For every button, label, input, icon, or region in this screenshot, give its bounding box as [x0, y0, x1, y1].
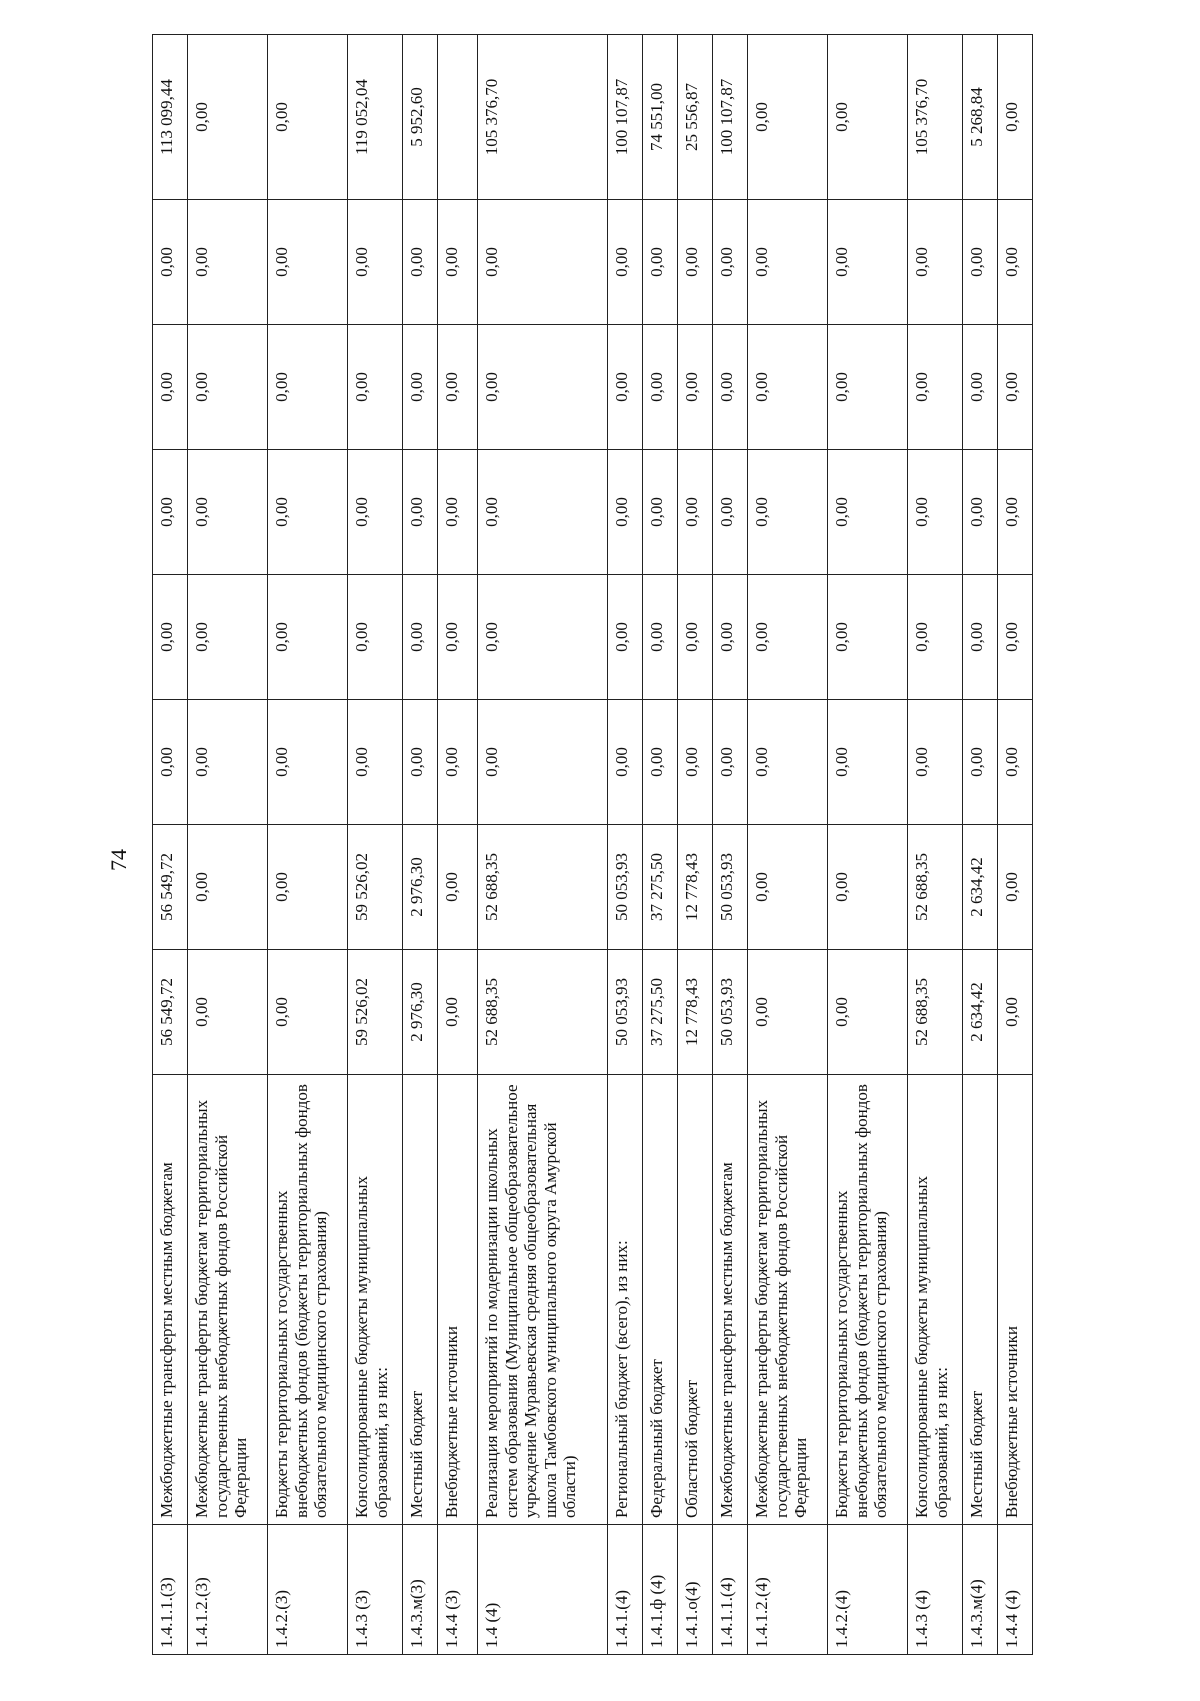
value-cell: 0,00 [188, 200, 268, 325]
value-cell: 0,00 [643, 575, 678, 700]
value-cell: 0,00 [998, 825, 1033, 950]
value-cell: 0,00 [188, 575, 268, 700]
value-cell: 0,00 [678, 575, 713, 700]
value-cell: 0,00 [403, 575, 438, 700]
value-cell: 0,00 [998, 700, 1033, 825]
value-cell: 0,00 [478, 450, 608, 575]
value-cell: 0,00 [403, 200, 438, 325]
value-cell: 12 778,43 [678, 825, 713, 950]
row-code: 1.4.3 (3) [348, 1525, 403, 1655]
value-cell: 0,00 [188, 825, 268, 950]
value-cell: 0,00 [828, 825, 908, 950]
value-cell: 0,00 [268, 200, 348, 325]
value-cell: 50 053,93 [608, 825, 643, 950]
table-row [828, 35, 908, 1655]
value-cell: 0,00 [188, 700, 268, 825]
value-cell: 74 551,00 [643, 35, 678, 200]
value-cell: 0,00 [998, 325, 1033, 450]
value-cell: 0,00 [828, 700, 908, 825]
value-cell: 0,00 [713, 700, 748, 825]
value-cell: 0,00 [748, 825, 828, 950]
value-cell: 0,00 [963, 575, 998, 700]
value-cell: 2 634,42 [963, 950, 998, 1075]
value-cell: 0,00 [748, 35, 828, 200]
value-cell: 0,00 [268, 825, 348, 950]
value-cell: 0,00 [963, 450, 998, 575]
value-cell: 0,00 [998, 35, 1033, 200]
value-cell: 0,00 [998, 950, 1033, 1075]
value-cell: 0,00 [268, 950, 348, 1075]
table-row [268, 35, 348, 1655]
value-cell: 0,00 [963, 200, 998, 325]
value-cell: 2 634,42 [963, 825, 998, 950]
table-row [643, 35, 678, 1655]
row-code: 1.4.2.(3) [268, 1525, 348, 1655]
row-code: 1.4.2.(4) [828, 1525, 908, 1655]
value-cell: 0,00 [643, 325, 678, 450]
value-cell: 0,00 [438, 200, 478, 325]
value-cell: 0,00 [748, 700, 828, 825]
row-name: Федеральный бюджет [643, 1075, 678, 1525]
value-cell: 52 688,35 [908, 950, 963, 1075]
value-cell: 0,00 [438, 700, 478, 825]
value-cell: 0,00 [608, 450, 643, 575]
value-cell: 0,00 [478, 325, 608, 450]
value-cell: 12 778,43 [678, 950, 713, 1075]
value-cell: 0,00 [478, 200, 608, 325]
table-row [998, 35, 1033, 1655]
value-cell: 0,00 [153, 575, 188, 700]
row-code: 1.4.1.1.(3) [153, 1525, 188, 1655]
budget-table [152, 34, 1033, 1655]
row-code: 1.4.1.(4) [608, 1525, 643, 1655]
row-name: Областной бюджет [678, 1075, 713, 1525]
row-name: Местный бюджет [403, 1075, 438, 1525]
value-cell: 50 053,93 [608, 950, 643, 1075]
value-cell: 0,00 [608, 575, 643, 700]
value-cell: 37 275,50 [643, 950, 678, 1075]
value-cell: 0,00 [828, 200, 908, 325]
row-code: 1.4.1.ф (4) [643, 1525, 678, 1655]
value-cell: 0,00 [268, 450, 348, 575]
value-cell: 52 688,35 [478, 825, 608, 950]
row-code: 1.4.1.2.(3) [188, 1525, 268, 1655]
value-cell: 0,00 [188, 35, 268, 200]
row-code: 1.4.1.2.(4) [748, 1525, 828, 1655]
value-cell: 0,00 [608, 700, 643, 825]
value-cell: 0,00 [828, 950, 908, 1075]
row-name: Межбюджетные трансферты бюджетам территориальных государственных внебюджетных фондов Российской Федерации [188, 1075, 268, 1525]
table-row [678, 35, 713, 1655]
value-cell: 52 688,35 [908, 825, 963, 950]
value-cell: 119 052,04 [348, 35, 403, 200]
value-cell: 50 053,93 [713, 825, 748, 950]
table-row [153, 35, 188, 1655]
value-cell: 0,00 [713, 200, 748, 325]
value-cell: 0,00 [188, 950, 268, 1075]
row-name: Бюджеты территориальных государственных внебюджетных фондов (бюджеты территориальных фондов обязательного медицинского страхования) [268, 1075, 348, 1525]
value-cell: 0,00 [403, 325, 438, 450]
value-cell: 0,00 [678, 450, 713, 575]
row-code: 1.4.3.м(3) [403, 1525, 438, 1655]
row-name: Консолидированные бюджеты муниципальных образований, из них: [908, 1075, 963, 1525]
row-code: 1.4.4 (3) [438, 1525, 478, 1655]
value-cell: 0,00 [998, 450, 1033, 575]
value-cell: 0,00 [438, 575, 478, 700]
value-cell [438, 35, 478, 200]
value-cell: 52 688,35 [478, 950, 608, 1075]
value-cell: 0,00 [748, 325, 828, 450]
value-cell: 5 952,60 [403, 35, 438, 200]
value-cell: 0,00 [348, 575, 403, 700]
value-cell: 0,00 [828, 325, 908, 450]
table-body [153, 35, 1033, 1655]
value-cell: 0,00 [678, 700, 713, 825]
table-row [188, 35, 268, 1655]
value-cell: 56 549,72 [153, 825, 188, 950]
value-cell: 2 976,30 [403, 825, 438, 950]
table-row [348, 35, 403, 1655]
value-cell: 0,00 [748, 200, 828, 325]
value-cell: 5 268,84 [963, 35, 998, 200]
value-cell: 37 275,50 [643, 825, 678, 950]
value-cell: 0,00 [828, 35, 908, 200]
value-cell: 0,00 [438, 450, 478, 575]
value-cell: 0,00 [643, 200, 678, 325]
value-cell: 25 556,87 [678, 35, 713, 200]
value-cell: 0,00 [188, 325, 268, 450]
value-cell: 0,00 [348, 200, 403, 325]
table-row [713, 35, 748, 1655]
table-row [963, 35, 998, 1655]
value-cell: 0,00 [678, 325, 713, 450]
value-cell: 59 526,02 [348, 950, 403, 1075]
value-cell: 0,00 [153, 200, 188, 325]
value-cell: 0,00 [908, 575, 963, 700]
value-cell: 0,00 [908, 450, 963, 575]
value-cell: 0,00 [153, 700, 188, 825]
row-name: Межбюджетные трансферты местным бюджетам [153, 1075, 188, 1525]
value-cell: 0,00 [748, 575, 828, 700]
value-cell: 0,00 [438, 325, 478, 450]
table-row [608, 35, 643, 1655]
value-cell: 0,00 [998, 200, 1033, 325]
value-cell: 100 107,87 [713, 35, 748, 200]
value-cell: 0,00 [153, 450, 188, 575]
row-name: Реализация мероприятий по модернизации школьных систем образования (Муниципальное общеобразовательное учреждение Муравьевская средняя общеобразовательная школа Тамбовского муниципального округа Амурской области) [478, 1075, 608, 1525]
value-cell: 0,00 [348, 325, 403, 450]
value-cell: 0,00 [908, 200, 963, 325]
value-cell: 113 099,44 [153, 35, 188, 200]
row-code: 1.4.1.1.(4) [713, 1525, 748, 1655]
value-cell: 59 526,02 [348, 825, 403, 950]
value-cell: 0,00 [608, 325, 643, 450]
value-cell: 0,00 [348, 450, 403, 575]
row-name: Межбюджетные трансферты бюджетам территориальных государственных внебюджетных фондов Российской Федерации [748, 1075, 828, 1525]
value-cell: 0,00 [713, 325, 748, 450]
value-cell: 0,00 [268, 575, 348, 700]
row-code: 1.4.3.м(4) [963, 1525, 998, 1655]
value-cell: 0,00 [608, 200, 643, 325]
value-cell: 0,00 [828, 575, 908, 700]
value-cell: 0,00 [643, 450, 678, 575]
value-cell: 0,00 [403, 700, 438, 825]
value-cell: 0,00 [403, 450, 438, 575]
value-cell: 0,00 [998, 575, 1033, 700]
value-cell: 0,00 [268, 700, 348, 825]
table-row [478, 35, 608, 1655]
value-cell: 0,00 [713, 575, 748, 700]
value-cell: 0,00 [713, 450, 748, 575]
page-number: 74 [106, 849, 131, 871]
value-cell: 0,00 [438, 950, 478, 1075]
value-cell: 0,00 [963, 325, 998, 450]
value-cell: 0,00 [188, 450, 268, 575]
value-cell: 50 053,93 [713, 950, 748, 1075]
row-name: Бюджеты территориальных государственных внебюджетных фондов (бюджеты территориальных фондов обязательного медицинского страхования) [828, 1075, 908, 1525]
row-name: Региональный бюджет (всего), из них: [608, 1075, 643, 1525]
value-cell: 2 976,30 [403, 950, 438, 1075]
value-cell: 0,00 [438, 825, 478, 950]
row-name: Межбюджетные трансферты местным бюджетам [713, 1075, 748, 1525]
row-code: 1.4.3 (4) [908, 1525, 963, 1655]
row-name: Внебюджетные источники [438, 1075, 478, 1525]
table-row [403, 35, 438, 1655]
value-cell: 0,00 [908, 700, 963, 825]
value-cell: 0,00 [268, 35, 348, 200]
table-row [438, 35, 478, 1655]
table-row [908, 35, 963, 1655]
value-cell: 0,00 [478, 700, 608, 825]
value-cell: 0,00 [908, 325, 963, 450]
value-cell: 0,00 [828, 450, 908, 575]
rotated-table-wrapper [152, 35, 1032, 1655]
value-cell: 56 549,72 [153, 950, 188, 1075]
row-code: 1.4.4 (4) [998, 1525, 1033, 1655]
value-cell: 0,00 [678, 200, 713, 325]
value-cell: 0,00 [748, 950, 828, 1075]
row-name: Внебюджетные источники [998, 1075, 1033, 1525]
value-cell: 0,00 [963, 700, 998, 825]
row-code: 1.4.1.о(4) [678, 1525, 713, 1655]
value-cell: 0,00 [643, 700, 678, 825]
value-cell: 0,00 [348, 700, 403, 825]
value-cell: 105 376,70 [908, 35, 963, 200]
value-cell: 0,00 [268, 325, 348, 450]
table-row [748, 35, 828, 1655]
value-cell: 0,00 [153, 325, 188, 450]
row-name: Местный бюджет [963, 1075, 998, 1525]
value-cell: 105 376,70 [478, 35, 608, 200]
value-cell: 0,00 [748, 450, 828, 575]
value-cell: 100 107,87 [608, 35, 643, 200]
value-cell: 0,00 [478, 575, 608, 700]
row-name: Консолидированные бюджеты муниципальных образований, из них: [348, 1075, 403, 1525]
row-code: 1.4 (4) [478, 1525, 608, 1655]
